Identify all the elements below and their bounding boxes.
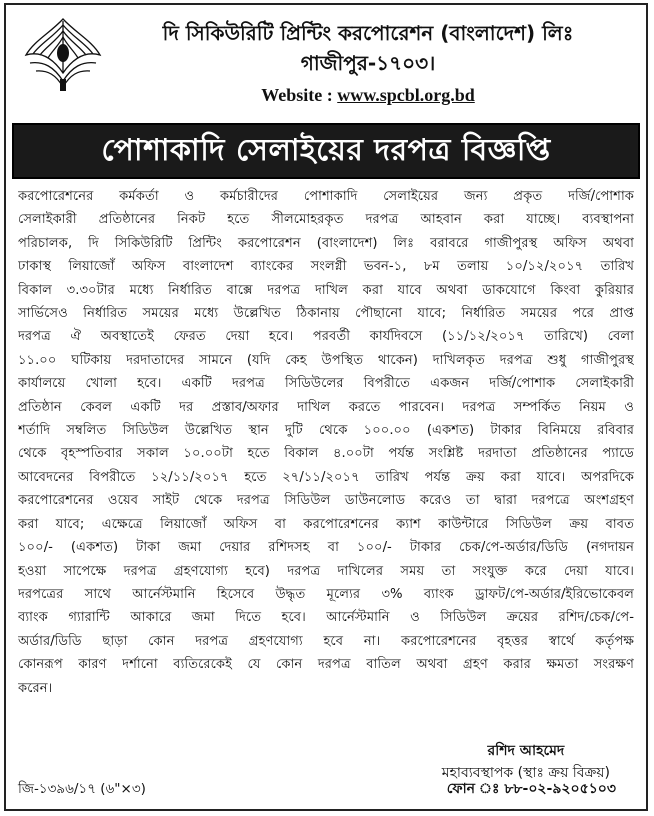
body-line: আবেদনের বিপরীতে ১২/১১/২০১৭ হতে ২৭/১১/২০১৭ তারিখ পর্যন্ত ক্রয় করা যাবে। অপরদিকে: [18, 469, 634, 485]
body-line: ১০০/- (একশত) টাকা জমা দেয়ার রশিদসহ বা ১০০/- টাকার চেক/পে-অর্ডার/ডিডি (নগদায়ন: [18, 540, 634, 556]
body-line: কার্যালয়ে খোলা হবে। একটি দরপত্র সিডিউলের বিপরীতে একজন দর্জি/পোশাক সেলাইকারী: [18, 376, 634, 392]
title-banner: [12, 123, 640, 179]
organization-name: দি সিকিউরিটি প্রিন্টিং করপোরেশন (বাংলাদেশ) লিঃ: [162, 21, 574, 45]
body-line: বিকাল ৩.৩০টার মধ্যে নির্ধারিত বাক্সে দরপত্র দাখিল করা যাবে অথবা ডাকযোগে কিংবা কুরিয়ার: [18, 282, 634, 298]
body-line: সেলাইকারী প্রতিষ্ঠানের নিকট হতে সীলমোহরকৃত দরপত্র আহবান করা যাচ্ছে। ব্যবস্থাপনা: [18, 212, 634, 228]
spcbl-logo-icon: [20, 13, 106, 95]
body-line: করা যাবে; এক্ষেত্রে লিয়াজোঁ অফিস বা করপোরেশনের ক্যাশ কাউন্টারে সিডিউল ক্রয় বাবত: [18, 516, 634, 532]
reference-number: জি-১৩৯৬/১৭ (৬"×৩): [18, 781, 146, 797]
body-line: করপোরেশনের কর্মকর্তা ও কর্মচারীদের পোশাকাদি সেলাইয়ের জন্য প্রকৃত দর্জি/পোশাক: [18, 189, 634, 204]
body-line: ১১.০০ ঘটিকায় দরদাতাদের সামনে (যদি কেহ উপস্থিত থাকেন) দাখিলকৃত দরপত্র শুধু গাজীপুরস্থ: [18, 352, 634, 368]
body-line: অর্ডার/ডিডি ছাড়া কোন দরপত্র গ্রহণযোগ্য হবে না। করপোরেশনের বৃহত্তর স্বার্থে কর্তৃপক্ষ: [18, 633, 634, 649]
tender-notice: [4, 3, 648, 811]
notice-title: পোশাকাদি সেলাইয়ের দরপত্র বিজ্ঞপ্তি: [101, 132, 551, 168]
website-label: Website :: [261, 85, 333, 105]
body-line: করপোরেশনের ওয়েব সাইট থেকে দরপত্র সিডিউল ডাউনলোড করেও তা দ্বারা দরপত্রে অংশগ্রহণ: [18, 493, 634, 509]
body-line: করেন।: [18, 680, 53, 696]
notice-body: [18, 185, 634, 700]
website-line: [96, 85, 640, 106]
website-url: www.spcbl.org.bd: [337, 85, 475, 105]
signatory-designation: মহাব্যবস্থাপক (স্থাঃ ক্রয় বিক্রয়): [441, 765, 610, 781]
body-line: ব্যাংক গ্যারান্টি আকারে জমা দিতে হবে। আর্নেস্টমানি ও সিডিউল ক্রয়ের রশিদ/চেক/পে-: [18, 610, 634, 626]
body-line: সার্ভিসেও নির্ধারিত সময়ের মধ্যে উল্লেখিত ঠিকানায় পৌছানো যাবে; নির্ধারিত সময়ের পরে প্রাপ্ত: [18, 306, 634, 322]
body-line: পরিচালক, দি সিকিউরিটি প্রিন্টিং করপোরেশন (বাংলাদেশ) লিঃ বরাবরে গাজীপুরস্থ অফিস অথবা: [18, 235, 634, 251]
notice-header: [6, 5, 646, 115]
body-line: দরপত্রের সাথে আর্নেস্টমানি হিসেবে উদ্ধৃত মূল্যের ৩% ব্যাংক ড্রাফট/পে-অর্ডার/ইরিভোকেবল: [18, 586, 634, 602]
body-line: হওয়া সাপেক্ষে দরপত্র গ্রহণযোগ্য হবে) দরপত্র দাখিলের সময় তা সংযুক্ত করে দেয়া যাবে।: [18, 563, 634, 579]
body-line: শর্তাদি সম্বলিত সিডিউল উল্লেখিত স্থান দুটি থেকে ১০০.০০ (একশত) টাকার বিনিময়ে রবিবার: [18, 423, 634, 439]
body-line: দরপত্র ঐ অবস্থাতেই ফেরত দেয়া হবে। পরবর্তী কার্যদিবসে (১১/১২/২০১৭ তারিখে) বেলা: [18, 329, 634, 345]
body-line: প্রতিষ্ঠান কেবল একটি দর প্রস্তাব/অফার দাখিল করতে পারবেন। দরপত্র সম্পর্কিত নিয়ম ও: [18, 399, 634, 415]
organization-location: গাজীপুর-১৭০৩।: [300, 51, 436, 75]
body-line: থেকে বৃহস্পতিবার সকাল ১০.০০টা হতে বিকাল ৪.০০টা পর্যন্ত সংশ্লিষ্ট দরদাতা প্রতিষ্ঠানের প্যাডে: [18, 446, 634, 462]
body-line: কোনরূপ কারণ দর্শানো ব্যতিরেকেই যে কোন দরপত্র বাতিল অথবা গ্রহণ করার ক্ষমতা সংরক্ষণ: [18, 657, 634, 673]
signatory-name: রশিদ আহমেদ: [487, 743, 565, 759]
body-line: ঢাকাস্থ লিয়াজোঁ অফিস বাংলাদেশ ব্যাংকের সংলগ্নী ভবন-১, ৮ম তলায় ১০/১২/২০১৭ তারিখ: [18, 259, 634, 275]
phone-number: ফোন ঃ ৮৮-০২-৯২০৫১০৩: [446, 781, 616, 797]
